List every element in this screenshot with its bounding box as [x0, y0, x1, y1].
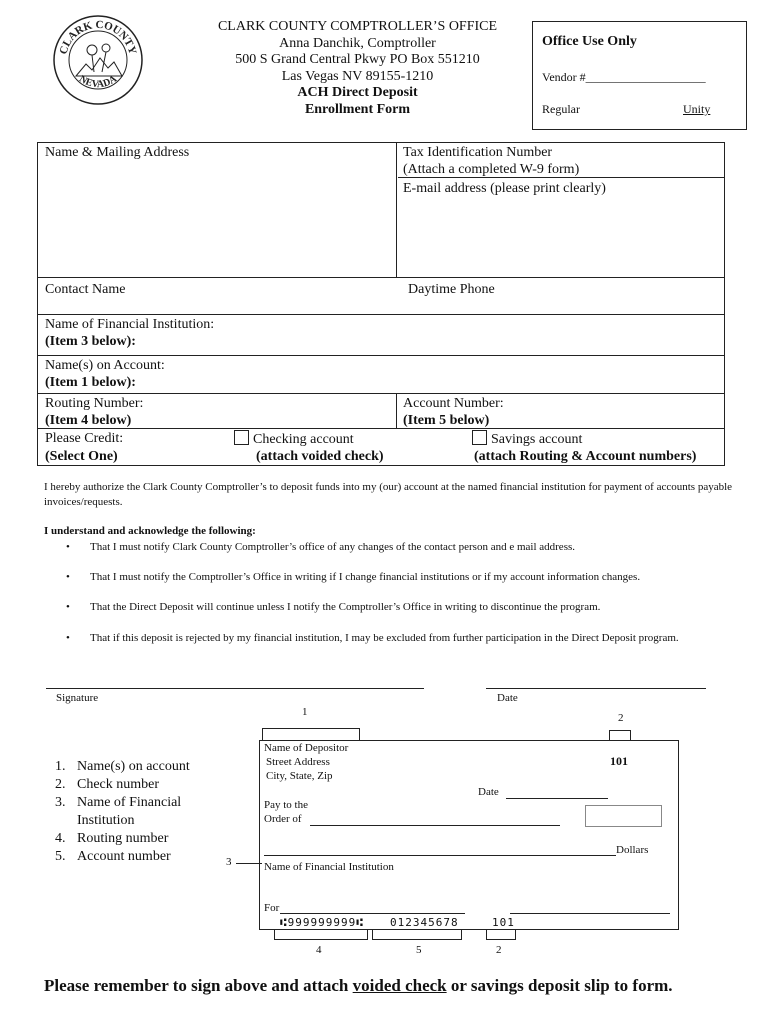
savings-note: (attach Routing & Account numbers): [474, 449, 697, 464]
county-seal-logo: [52, 14, 144, 106]
savings-option[interactable]: [472, 430, 582, 448]
names-on-account-item: (Item 1 below):: [45, 375, 136, 390]
voided-check-emphasis: voided check: [352, 976, 447, 995]
select-one-label: (Select One): [45, 449, 118, 464]
office-use-title: Office Use Only: [542, 34, 637, 49]
form-subtitle: Enrollment Form: [304, 101, 411, 117]
routing-number-item: (Item 4 below): [45, 413, 132, 428]
depositor-name: Name of Depositor: [264, 742, 349, 754]
date-line[interactable]: [486, 688, 706, 689]
callout-4: 4: [316, 944, 322, 956]
svg-text:CLARK COUNTY: [58, 19, 139, 56]
callout-1: 1: [302, 706, 308, 718]
checking-note: (attach voided check): [256, 449, 384, 464]
names-on-account-field[interactable]: Name(s) on Account:: [45, 358, 165, 373]
enrollment-form-grid: [37, 142, 725, 466]
list-item: 5. Account number: [55, 849, 171, 864]
financial-institution-item: (Item 3 below):: [45, 334, 136, 349]
list-item: 2. Check number: [55, 777, 160, 792]
tin-note: (Attach a completed W-9 form): [403, 162, 580, 177]
signature-label: Signature: [56, 692, 99, 704]
seal-top-text: CLARK COUNTY: [57, 18, 139, 56]
check-date-label: Date: [478, 786, 499, 798]
payee-line: [310, 825, 560, 826]
footer-reminder: Please remember to sign above and attach voided check or savings deposit slip to form.: [44, 976, 673, 995]
check-signature-line: [510, 913, 670, 914]
callout-5: 5: [416, 944, 422, 956]
list-item: 1. Name(s) on account: [55, 759, 190, 774]
email-field[interactable]: E-mail address (please print clearly): [403, 181, 606, 196]
amount-words-line: [264, 855, 616, 856]
contact-name-field[interactable]: Contact Name: [45, 282, 126, 297]
memo-line: [280, 913, 465, 914]
please-credit-label: Please Credit:: [45, 431, 124, 446]
dollars-label: Dollars: [616, 844, 649, 856]
micr-check-number: 101: [492, 916, 515, 929]
pay-to-label: Pay to the: [264, 799, 308, 811]
order-of-label: Order of: [264, 813, 302, 825]
micr-account: 012345678: [390, 916, 459, 929]
account-number-field[interactable]: Account Number:: [403, 396, 504, 411]
check-items-list: [55, 758, 190, 866]
callout-4-bracket: [274, 929, 368, 940]
comptroller-name: Anna Danchik, Comptroller: [279, 35, 436, 51]
authorization-text: I hereby authorize the Clark County Comptroller’s to deposit funds into my (our) account at the named financial institution for payment of accounts payable invoices/requests.: [44, 481, 733, 508]
check-date-line: [506, 798, 608, 799]
micr-routing: ⑆999999999⑆: [280, 916, 364, 929]
checking-checkbox[interactable]: [234, 430, 249, 445]
form-title: ACH Direct Deposit: [297, 85, 418, 100]
tin-label: Tax Identification Number: [403, 145, 553, 160]
bank-name: Name of Financial Institution: [264, 861, 394, 873]
street-address: 500 S Grand Central Pkwy PO Box 551210: [235, 52, 480, 67]
date-label: Date: [497, 692, 518, 704]
savings-checkbox[interactable]: [472, 430, 487, 445]
seal-bottom-text: NEVADA: [77, 73, 119, 91]
routing-number-field[interactable]: Routing Number:: [45, 396, 144, 411]
callout-2: 2: [618, 712, 624, 724]
office-name: CLARK COUNTY COMPTROLLER’S OFFICE: [217, 19, 498, 34]
regular-label: Regular: [542, 102, 580, 116]
check-number: 101: [610, 754, 628, 768]
checking-label: Checking account: [253, 432, 354, 447]
account-number-item: (Item 5 below): [403, 413, 490, 428]
callout-3: 3: [226, 856, 232, 868]
acknowledge-title: I understand and acknowledge the following:: [44, 525, 256, 537]
savings-label: Savings account: [491, 432, 583, 447]
amount-box: [585, 805, 662, 827]
list-item: 4. Routing number: [55, 831, 169, 846]
callout-2b: 2: [496, 944, 502, 956]
list-item: 3. Name of Financial: [55, 795, 182, 810]
city-address: Las Vegas NV 89155-1210: [281, 68, 434, 84]
daytime-phone-field[interactable]: Daytime Phone: [408, 282, 495, 297]
signature-line[interactable]: [46, 688, 424, 689]
sample-check: [259, 740, 679, 930]
depositor-street: Street Address: [266, 756, 330, 768]
callout-2b-bracket: [486, 929, 516, 940]
depositor-city: City, State, Zip: [266, 770, 333, 782]
header-block: [180, 19, 535, 118]
list-item: Institution: [77, 813, 135, 828]
financial-institution-field[interactable]: Name of Financial Institution:: [45, 317, 215, 332]
vendor-number-field[interactable]: Vendor #____________________: [542, 70, 706, 84]
name-mailing-address-field[interactable]: Name & Mailing Address: [45, 145, 190, 160]
checking-option[interactable]: [234, 430, 354, 448]
office-use-box: [532, 21, 747, 130]
unity-label: Unity: [683, 102, 711, 116]
memo-label: For: [264, 902, 280, 914]
callout-5-bracket: [372, 929, 462, 940]
